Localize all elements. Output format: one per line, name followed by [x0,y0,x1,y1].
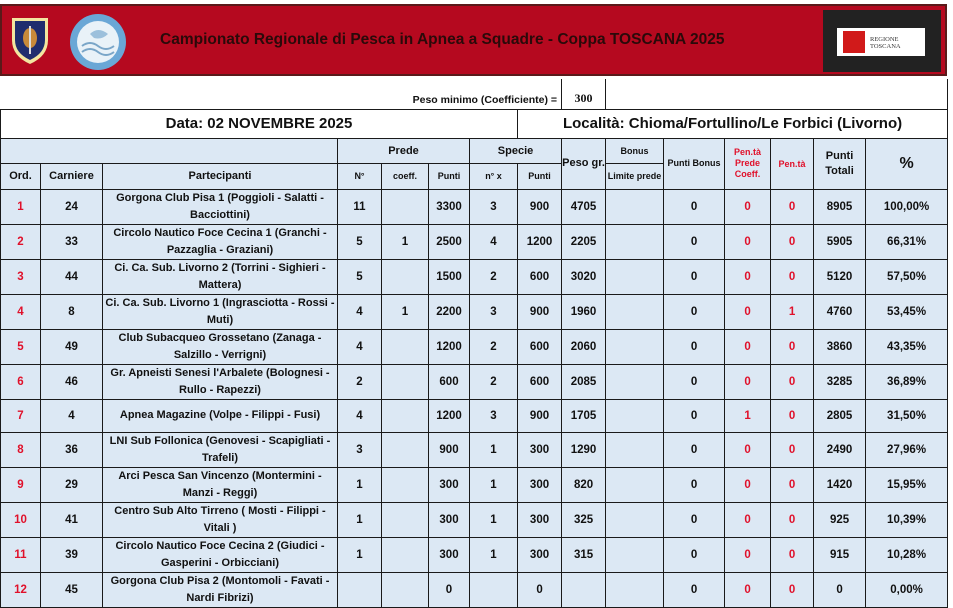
row-specie-punti: 900 [518,189,562,224]
row-peso: 2085 [562,364,606,399]
row-prede-punti: 2500 [429,224,470,259]
row-punti-bonus: 0 [664,294,725,329]
row-punti-bonus: 0 [664,189,725,224]
table-row [1,364,948,399]
header-peso: Peso gr. [562,138,606,189]
regione-logo-text: REGIONE TOSCANA [870,36,901,50]
row-ord: 12 [1,573,41,608]
row-punti-totali: 4760 [814,294,866,329]
row-percent: 36,89% [866,364,948,399]
row-prede-coeff [382,189,429,224]
row-prede-coeff [382,433,429,468]
row-prede-punti: 2200 [429,294,470,329]
results-table [0,79,948,608]
row-specie-n [470,573,518,608]
row-partecipanti: Circolo Nautico Foce Cecina 2 (Giudici - Gasperini - Orbicciani) [103,538,338,573]
row-punti-totali: 2490 [814,433,866,468]
row-partecipanti: Ci. Ca. Sub. Livorno 1 (Ingrasciotta - Rossi - Muti) [103,294,338,329]
row-prede-coeff [382,503,429,538]
header-nx: n° x [470,163,518,189]
row-punti-bonus: 0 [664,259,725,294]
header-ord: Ord. [1,163,41,189]
row-punti-totali: 8905 [814,189,866,224]
row-punti-bonus: 0 [664,468,725,503]
row-punti-totali: 0 [814,573,866,608]
row-punti-totali: 915 [814,538,866,573]
row-specie-n: 4 [470,224,518,259]
row-prede-punti: 300 [429,503,470,538]
row-punti-bonus: 0 [664,503,725,538]
row-specie-punti: 300 [518,538,562,573]
row-limite-prede [606,538,664,573]
row-prede-n: 1 [338,468,382,503]
row-limite-prede [606,573,664,608]
row-limite-prede [606,259,664,294]
row-limite-prede [606,189,664,224]
row-punti-totali: 3285 [814,364,866,399]
header-penta: Pen.tà [771,138,814,189]
row-ord: 4 [1,294,41,329]
row-carniere: 45 [41,573,103,608]
header-specie: Specie [470,138,562,163]
row-carniere: 24 [41,189,103,224]
row-prede-n: 2 [338,364,382,399]
row-punti-totali: 3860 [814,329,866,364]
table-row [1,189,948,224]
row-peso: 325 [562,503,606,538]
table-row [1,433,948,468]
row-prede-n: 1 [338,503,382,538]
row-specie-n: 2 [470,364,518,399]
row-penta-prede: 1 [725,399,771,433]
row-punti-totali: 1420 [814,468,866,503]
row-prede-coeff [382,364,429,399]
row-carniere: 29 [41,468,103,503]
row-ord: 1 [1,189,41,224]
row-penta: 0 [771,573,814,608]
table-row [1,329,948,364]
row-specie-punti: 900 [518,399,562,433]
row-punti-totali: 5905 [814,224,866,259]
row-ord: 8 [1,433,41,468]
row-percent: 15,95% [866,468,948,503]
header-bonus: Bonus [606,138,664,163]
row-penta: 0 [771,503,814,538]
row-percent: 66,31% [866,224,948,259]
row-specie-punti: 300 [518,468,562,503]
row-prede-punti: 1500 [429,259,470,294]
row-peso [562,573,606,608]
row-penta: 0 [771,364,814,399]
table-row [1,503,948,538]
row-penta-prede: 0 [725,468,771,503]
row-specie-punti: 1200 [518,224,562,259]
row-penta-prede: 0 [725,224,771,259]
row-peso: 2205 [562,224,606,259]
row-peso: 4705 [562,189,606,224]
row-partecipanti: Gorgona Club Pisa 2 (Montomoli - Favati - Nardi Fibrizi) [103,573,338,608]
row-prede-punti: 0 [429,573,470,608]
row-peso: 2060 [562,329,606,364]
row-prede-coeff [382,329,429,364]
row-penta-prede: 0 [725,259,771,294]
fipsas-round-logo-icon [66,12,130,72]
row-prede-n: 4 [338,294,382,329]
row-carniere: 36 [41,433,103,468]
header-carniere: Carniere [41,163,103,189]
row-prede-punti: 900 [429,433,470,468]
row-specie-n: 1 [470,538,518,573]
row-percent: 53,45% [866,294,948,329]
row-specie-n: 2 [470,329,518,364]
row-percent: 57,50% [866,259,948,294]
row-prede-n [338,573,382,608]
row-carniere: 46 [41,364,103,399]
event-location: Località: Chioma/Fortullino/Le Forbici (Livorno) [518,109,948,138]
row-limite-prede [606,503,664,538]
header-n: N° [338,163,382,189]
row-penta-prede: 0 [725,364,771,399]
row-punti-bonus: 0 [664,224,725,259]
row-limite-prede [606,399,664,433]
row-prede-n: 3 [338,433,382,468]
row-specie-punti: 900 [518,294,562,329]
row-prede-n: 5 [338,259,382,294]
row-prede-coeff [382,259,429,294]
row-percent: 10,39% [866,503,948,538]
row-percent: 31,50% [866,399,948,433]
row-specie-punti: 600 [518,259,562,294]
header-percent: % [866,138,948,189]
row-prede-punti: 300 [429,468,470,503]
row-specie-punti: 300 [518,503,562,538]
police-shield-logo-icon [8,14,52,66]
row-penta-prede: 0 [725,538,771,573]
row-penta-prede: 0 [725,503,771,538]
table-row [1,468,948,503]
row-ord: 7 [1,399,41,433]
row-limite-prede [606,224,664,259]
row-penta: 0 [771,259,814,294]
row-penta: 0 [771,224,814,259]
row-penta: 0 [771,329,814,364]
row-specie-n: 1 [470,468,518,503]
row-limite-prede [606,329,664,364]
header-punti-bonus: Punti Bonus [664,138,725,189]
row-partecipanti: Apnea Magazine (Volpe - Filippi - Fusi) [103,399,338,433]
row-penta-prede: 0 [725,189,771,224]
row-carniere: 41 [41,503,103,538]
row-peso: 1705 [562,399,606,433]
row-carniere: 8 [41,294,103,329]
row-prede-punti: 600 [429,364,470,399]
row-ord: 11 [1,538,41,573]
row-specie-n: 1 [470,433,518,468]
row-specie-punti: 300 [518,433,562,468]
row-partecipanti: Club Subacqueo Grossetano (Zanaga - Salzillo - Verrigni) [103,329,338,364]
row-carniere: 44 [41,259,103,294]
row-prede-punti: 1200 [429,329,470,364]
row-prede-n: 1 [338,538,382,573]
row-peso: 820 [562,468,606,503]
header-banner [0,4,947,76]
row-limite-prede [606,294,664,329]
pegasus-flag-icon [843,31,865,53]
row-percent: 27,96% [866,433,948,468]
row-prede-n: 5 [338,224,382,259]
row-punti-totali: 2805 [814,399,866,433]
row-ord: 9 [1,468,41,503]
row-specie-n: 3 [470,294,518,329]
row-carniere: 39 [41,538,103,573]
event-date: Data: 02 NOVEMBRE 2025 [1,109,518,138]
row-peso: 1290 [562,433,606,468]
peso-minimo-value: 300 [562,79,606,109]
row-prede-n: 11 [338,189,382,224]
row-partecipanti: Centro Sub Alto Tirreno ( Mosti - Filippi - Vitali ) [103,503,338,538]
row-punti-bonus: 0 [664,364,725,399]
header-penta-prede-coeff: Pen.tà Prede Coeff. [725,138,771,189]
row-punti-bonus: 0 [664,329,725,364]
row-percent: 43,35% [866,329,948,364]
row-prede-coeff [382,538,429,573]
row-specie-n: 3 [470,399,518,433]
header-partecipanti: Partecipanti [103,163,338,189]
row-ord: 3 [1,259,41,294]
row-specie-n: 2 [470,259,518,294]
table-row [1,224,948,259]
row-prede-punti: 3300 [429,189,470,224]
row-specie-n: 1 [470,503,518,538]
row-carniere: 4 [41,399,103,433]
row-ord: 6 [1,364,41,399]
row-percent: 0,00% [866,573,948,608]
row-prede-coeff: 1 [382,294,429,329]
row-penta: 0 [771,399,814,433]
row-specie-punti: 600 [518,364,562,399]
empty-cell [606,79,948,109]
header-punti-totali: Punti Totali [814,138,866,189]
header-limite-prede: Limite prede [606,163,664,189]
row-penta: 0 [771,468,814,503]
row-penta: 0 [771,538,814,573]
row-penta: 1 [771,294,814,329]
row-partecipanti: Arci Pesca San Vincenzo (Montermini - Manzi - Reggi) [103,468,338,503]
row-peso: 1960 [562,294,606,329]
row-peso: 3020 [562,259,606,294]
row-penta-prede: 0 [725,329,771,364]
row-limite-prede [606,364,664,399]
header-prede: Prede [338,138,470,163]
row-penta-prede: 0 [725,294,771,329]
regione-toscana-logo [823,10,941,72]
row-punti-totali: 5120 [814,259,866,294]
page-title: Campionato Regionale di Pesca in Apnea a Squadre - Coppa TOSCANA 2025 [160,31,725,48]
row-prede-coeff [382,399,429,433]
row-percent: 10,28% [866,538,948,573]
row-specie-n: 3 [470,189,518,224]
table-row [1,573,948,608]
row-punti-bonus: 0 [664,399,725,433]
row-prede-punti: 1200 [429,399,470,433]
row-penta-prede: 0 [725,433,771,468]
row-prede-punti: 300 [429,538,470,573]
table-row [1,259,948,294]
row-carniere: 49 [41,329,103,364]
row-partecipanti: Circolo Nautico Foce Cecina 1 (Granchi - Pazzaglia - Graziani) [103,224,338,259]
table-row [1,399,948,433]
row-peso: 315 [562,538,606,573]
header-punti-specie: Punti [518,163,562,189]
row-specie-punti: 600 [518,329,562,364]
row-prede-coeff: 1 [382,224,429,259]
row-ord: 10 [1,503,41,538]
row-limite-prede [606,468,664,503]
row-penta-prede: 0 [725,573,771,608]
row-specie-punti: 0 [518,573,562,608]
row-punti-bonus: 0 [664,573,725,608]
row-percent: 100,00% [866,189,948,224]
row-prede-n: 4 [338,329,382,364]
peso-minimo-label: Peso minimo (Coefficiente) = [1,79,562,109]
table-row [1,538,948,573]
row-prede-coeff [382,573,429,608]
row-partecipanti: Gorgona Club Pisa 1 (Poggioli - Salatti - Bacciottini) [103,189,338,224]
row-partecipanti: Gr. Apneisti Senesi l'Arbalete (Bolognesi - Rullo - Rapezzi) [103,364,338,399]
row-ord: 5 [1,329,41,364]
row-punti-bonus: 0 [664,538,725,573]
row-penta: 0 [771,433,814,468]
row-partecipanti: LNI Sub Follonica (Genovesi - Scapigliati - Trafeli) [103,433,338,468]
row-ord: 2 [1,224,41,259]
row-limite-prede [606,433,664,468]
row-partecipanti: Ci. Ca. Sub. Livorno 2 (Torrini - Sighieri - Mattera) [103,259,338,294]
row-prede-coeff [382,468,429,503]
header-spacer [1,138,338,163]
row-punti-totali: 925 [814,503,866,538]
header-coeff: coeff. [382,163,429,189]
row-prede-n: 4 [338,399,382,433]
row-penta: 0 [771,189,814,224]
row-carniere: 33 [41,224,103,259]
table-row [1,294,948,329]
row-punti-bonus: 0 [664,433,725,468]
header-punti: Punti [429,163,470,189]
